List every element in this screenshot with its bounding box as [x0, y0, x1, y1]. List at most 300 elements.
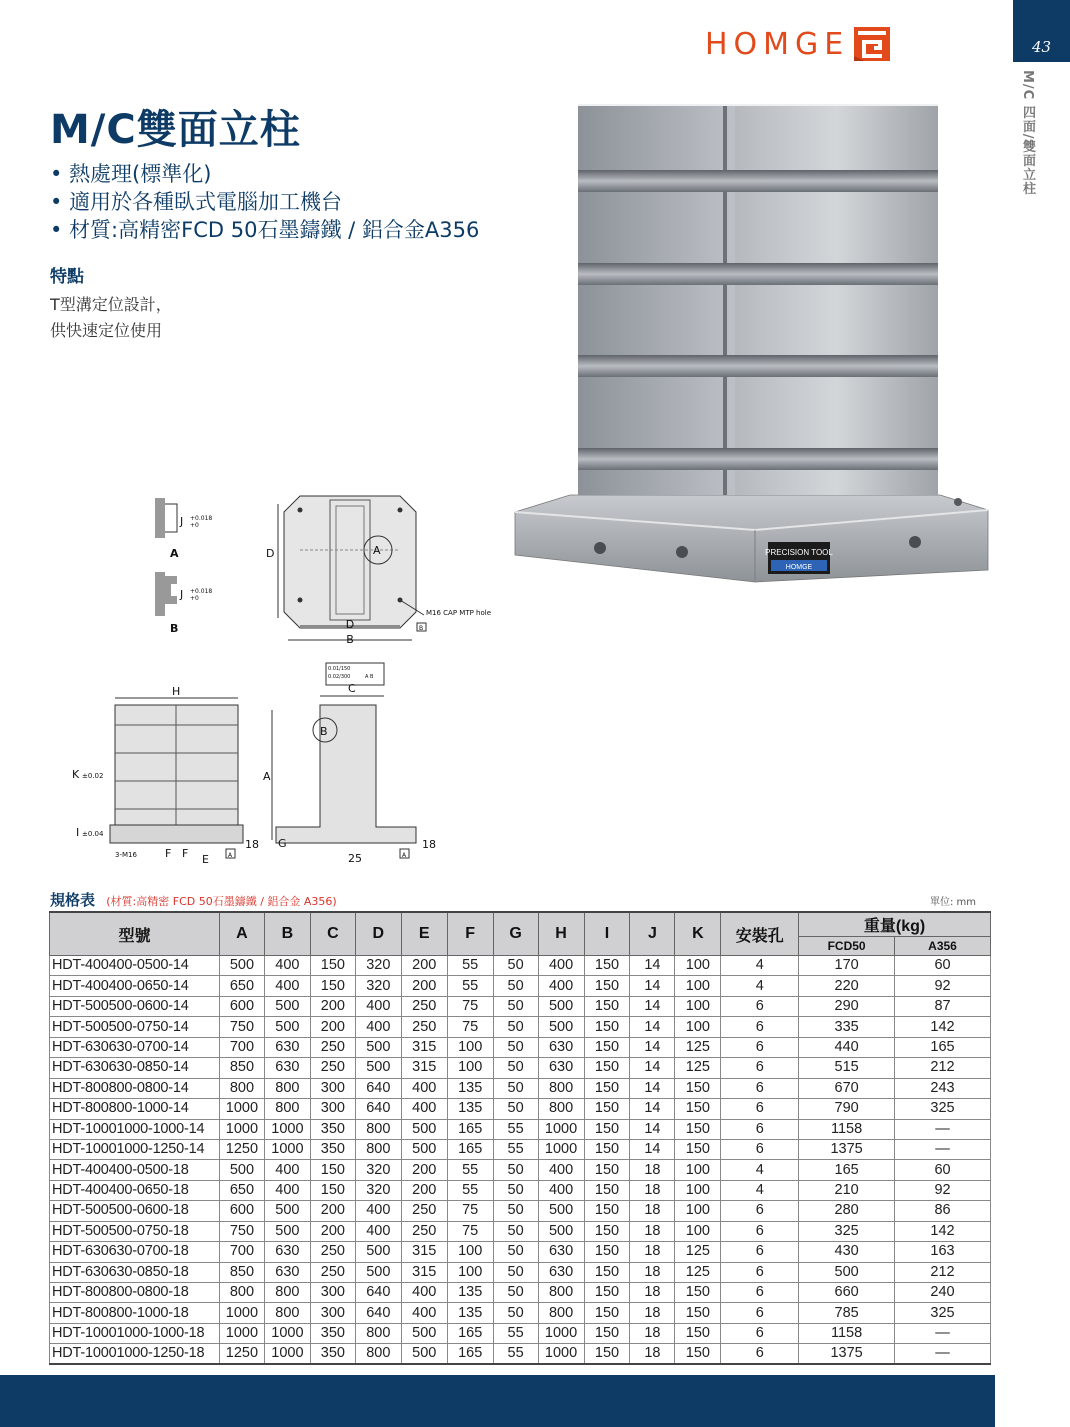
- table-cell: 500: [401, 1323, 447, 1343]
- j-tolerance-top: +0.018: [190, 588, 213, 595]
- table-row: [50, 1262, 991, 1282]
- table-cell: 350: [310, 1344, 355, 1365]
- table-cell: 142: [895, 1017, 991, 1037]
- table-cell: 6: [721, 1099, 799, 1119]
- plate-label-1: PRECISION TOOL: [765, 548, 833, 557]
- table-cell: 75: [447, 1017, 493, 1037]
- table-cell: 14: [630, 956, 675, 976]
- table-cell: 163: [895, 1242, 991, 1262]
- brand-mark-icon: [853, 26, 891, 62]
- table-cell: 18: [630, 1283, 675, 1303]
- table-cell: 150: [584, 1119, 630, 1139]
- table-cell: 165: [447, 1119, 493, 1139]
- table-cell: 640: [355, 1078, 401, 1098]
- table-cell: 250: [310, 1037, 355, 1057]
- table-cell: 100: [675, 1201, 721, 1221]
- table-cell: 600: [219, 1201, 264, 1221]
- col-header-g: G: [493, 912, 538, 956]
- table-cell: 440: [799, 1037, 895, 1057]
- table-row: [50, 1139, 991, 1159]
- model-cell: HDT-800800-0800-14: [50, 1078, 220, 1098]
- brand-name: HOMGE: [705, 26, 850, 62]
- table-cell: 630: [264, 1058, 310, 1078]
- table-cell: 630: [538, 1262, 584, 1282]
- table-cell: —: [895, 1323, 991, 1343]
- table-cell: 350: [310, 1119, 355, 1139]
- table-cell: 325: [895, 1099, 991, 1119]
- col-header-b: B: [264, 912, 310, 956]
- table-cell: 50: [493, 956, 538, 976]
- table-cell: 55: [493, 1119, 538, 1139]
- table-cell: 300: [310, 1283, 355, 1303]
- table-cell: 700: [219, 1242, 264, 1262]
- col-header-e: E: [401, 912, 447, 956]
- table-cell: 6: [721, 1139, 799, 1159]
- table-cell: 4: [721, 956, 799, 976]
- table-cell: 350: [310, 1139, 355, 1159]
- table-cell: 400: [355, 1221, 401, 1241]
- table-cell: 60: [895, 1160, 991, 1180]
- table-cell: 18: [630, 1160, 675, 1180]
- table-cell: 750: [219, 1017, 264, 1037]
- table-row: [50, 1037, 991, 1057]
- table-cell: 400: [538, 976, 584, 996]
- table-cell: 100: [675, 976, 721, 996]
- page-number: 43: [1031, 38, 1052, 56]
- model-cell: HDT-500500-0600-14: [50, 996, 220, 1016]
- table-cell: 150: [310, 956, 355, 976]
- table-cell: 92: [895, 976, 991, 996]
- table-cell: 150: [584, 1303, 630, 1323]
- model-cell: HDT-800800-1000-14: [50, 1099, 220, 1119]
- table-cell: 150: [584, 1099, 630, 1119]
- detail-b-callout: B: [320, 725, 328, 738]
- table-cell: 100: [675, 1017, 721, 1037]
- model-cell: HDT-500500-0600-18: [50, 1201, 220, 1221]
- table-cell: 150: [310, 1180, 355, 1200]
- table-cell: 640: [355, 1303, 401, 1323]
- table-cell: 6: [721, 1221, 799, 1241]
- table-cell: 100: [675, 1160, 721, 1180]
- feature-bullets: [50, 160, 479, 244]
- table-row: [50, 956, 991, 976]
- bullet-item: • 適用於各種臥式電腦加工機台: [50, 188, 479, 216]
- table-cell: 6: [721, 1078, 799, 1098]
- table-cell: 50: [493, 1242, 538, 1262]
- table-cell: 50: [493, 1099, 538, 1119]
- features-line: 供快速定位使用: [50, 321, 163, 340]
- dim-25-label: 25: [348, 852, 362, 865]
- table-cell: 150: [584, 1180, 630, 1200]
- table-cell: 250: [401, 1017, 447, 1037]
- table-cell: 50: [493, 1262, 538, 1282]
- side-tab: [1013, 0, 1070, 1427]
- table-cell: 800: [538, 1283, 584, 1303]
- model-cell: HDT-10001000-1250-18: [50, 1344, 220, 1365]
- model-cell: HDT-630630-0700-18: [50, 1242, 220, 1262]
- model-cell: HDT-630630-0700-14: [50, 1037, 220, 1057]
- table-cell: 50: [493, 1017, 538, 1037]
- table-cell: 4: [721, 1180, 799, 1200]
- table-cell: 200: [401, 976, 447, 996]
- table-cell: 1000: [264, 1344, 310, 1365]
- table-cell: 500: [355, 1037, 401, 1057]
- table-row: [50, 1221, 991, 1241]
- table-cell: 150: [584, 1201, 630, 1221]
- table-cell: 150: [584, 1344, 630, 1365]
- ref-a-box: A: [402, 852, 407, 859]
- table-cell: 75: [447, 1201, 493, 1221]
- table-cell: 150: [584, 1262, 630, 1282]
- section-title: M/C 四面/雙面立柱: [1020, 70, 1035, 196]
- model-cell: HDT-800800-0800-18: [50, 1283, 220, 1303]
- col-header-a: A: [219, 912, 264, 956]
- table-cell: 500: [401, 1119, 447, 1139]
- table-cell: 210: [799, 1180, 895, 1200]
- table-cell: 320: [355, 956, 401, 976]
- table-cell: 325: [895, 1303, 991, 1323]
- table-cell: 650: [219, 976, 264, 996]
- dim-h-label: H: [172, 685, 181, 698]
- table-cell: 60: [895, 956, 991, 976]
- table-cell: —: [895, 1139, 991, 1159]
- bullet-item: • 熱處理(標準化): [50, 160, 479, 188]
- table-cell: 630: [538, 1058, 584, 1078]
- table-cell: 6: [721, 1283, 799, 1303]
- spec-material-note: (材質:高精密 FCD 50石墨鑄鐵 / 鋁合金 A356): [106, 895, 337, 908]
- table-cell: 315: [401, 1037, 447, 1057]
- ref-a-box: A: [228, 852, 233, 859]
- col-header-h: H: [538, 912, 584, 956]
- table-cell: 50: [493, 1201, 538, 1221]
- table-cell: 6: [721, 1323, 799, 1343]
- table-cell: 500: [799, 1262, 895, 1282]
- table-cell: 150: [310, 976, 355, 996]
- table-cell: 125: [675, 1262, 721, 1282]
- table-cell: 430: [799, 1242, 895, 1262]
- table-cell: 515: [799, 1058, 895, 1078]
- table-cell: —: [895, 1119, 991, 1139]
- table-cell: 220: [799, 976, 895, 996]
- table-cell: 1158: [799, 1119, 895, 1139]
- table-cell: 14: [630, 1139, 675, 1159]
- table-cell: 150: [584, 1323, 630, 1343]
- dim-b-label: B: [346, 633, 354, 646]
- table-cell: 320: [355, 1180, 401, 1200]
- table-cell: 135: [447, 1078, 493, 1098]
- table-cell: 500: [355, 1242, 401, 1262]
- table-cell: 18: [630, 1242, 675, 1262]
- table-cell: 150: [675, 1119, 721, 1139]
- table-cell: 50: [493, 1283, 538, 1303]
- table-cell: 250: [310, 1058, 355, 1078]
- table-cell: 150: [584, 956, 630, 976]
- table-cell: 55: [493, 1139, 538, 1159]
- table-cell: 1000: [219, 1119, 264, 1139]
- table-cell: 800: [355, 1119, 401, 1139]
- table-cell: 18: [630, 1221, 675, 1241]
- table-cell: 1000: [264, 1119, 310, 1139]
- table-cell: 800: [355, 1344, 401, 1365]
- table-cell: 280: [799, 1201, 895, 1221]
- table-cell: 6: [721, 1344, 799, 1365]
- table-cell: 325: [799, 1221, 895, 1241]
- table-cell: 18: [630, 1344, 675, 1365]
- model-cell: HDT-10001000-1250-14: [50, 1139, 220, 1159]
- table-cell: 320: [355, 1160, 401, 1180]
- features-heading: 特點: [50, 267, 84, 287]
- k-tolerance: ±0.02: [82, 772, 104, 780]
- model-cell: HDT-400400-0500-18: [50, 1160, 220, 1180]
- table-cell: 14: [630, 1119, 675, 1139]
- dim-18-left: 18: [245, 838, 259, 851]
- table-cell: 100: [675, 1221, 721, 1241]
- col-header-fcd50: FCD50: [799, 937, 895, 956]
- table-cell: 500: [219, 1160, 264, 1180]
- table-cell: 800: [538, 1099, 584, 1119]
- table-cell: 150: [584, 1283, 630, 1303]
- table-row: [50, 1283, 991, 1303]
- m16-note: 3-M16: [115, 851, 137, 859]
- model-cell: HDT-10001000-1000-14: [50, 1119, 220, 1139]
- table-cell: 87: [895, 996, 991, 1016]
- table-cell: 50: [493, 1303, 538, 1323]
- table-cell: 4: [721, 976, 799, 996]
- dim-a-label: A: [263, 770, 271, 783]
- table-cell: 800: [538, 1078, 584, 1098]
- table-cell: 1000: [219, 1323, 264, 1343]
- mtp-hole-note: M16 CAP MTP hole: [426, 609, 492, 617]
- col-header-i: I: [584, 912, 630, 956]
- table-cell: 500: [401, 1139, 447, 1159]
- table-cell: 212: [895, 1058, 991, 1078]
- dim-i-label: I: [76, 826, 80, 839]
- table-cell: 1000: [538, 1344, 584, 1365]
- table-cell: 150: [675, 1099, 721, 1119]
- table-cell: 400: [538, 956, 584, 976]
- table-cell: 630: [264, 1037, 310, 1057]
- flatness-1: 0.01/150: [328, 666, 351, 672]
- table-cell: 6: [721, 1037, 799, 1057]
- table-cell: 100: [675, 996, 721, 1016]
- table-cell: 6: [721, 1242, 799, 1262]
- table-cell: 18: [630, 1303, 675, 1323]
- table-cell: 150: [584, 1139, 630, 1159]
- table-cell: 14: [630, 996, 675, 1016]
- table-cell: 100: [447, 1262, 493, 1282]
- footer-bar: [0, 1375, 995, 1427]
- table-cell: 250: [401, 1201, 447, 1221]
- table-cell: 240: [895, 1283, 991, 1303]
- table-row: [50, 1058, 991, 1078]
- table-cell: 86: [895, 1201, 991, 1221]
- table-cell: 150: [584, 1221, 630, 1241]
- table-cell: 165: [447, 1344, 493, 1365]
- dim-g-label: G: [278, 837, 287, 850]
- table-cell: 170: [799, 956, 895, 976]
- table-cell: 6: [721, 1303, 799, 1323]
- table-cell: 400: [401, 1078, 447, 1098]
- table-cell: 500: [264, 996, 310, 1016]
- table-cell: 500: [264, 1221, 310, 1241]
- table-cell: 14: [630, 1078, 675, 1098]
- table-cell: 630: [264, 1242, 310, 1262]
- table-row: [50, 1099, 991, 1119]
- table-cell: 165: [799, 1160, 895, 1180]
- table-cell: 14: [630, 1099, 675, 1119]
- i-tolerance: ±0.04: [82, 830, 104, 838]
- model-cell: HDT-10001000-1000-18: [50, 1323, 220, 1343]
- dim-f-label: F: [182, 847, 189, 860]
- model-cell: HDT-400400-0650-18: [50, 1180, 220, 1200]
- table-cell: 150: [310, 1160, 355, 1180]
- table-cell: 750: [219, 1221, 264, 1241]
- table-cell: 150: [675, 1344, 721, 1365]
- brand-logo: [705, 26, 891, 62]
- table-cell: 1000: [264, 1323, 310, 1343]
- table-cell: 640: [355, 1283, 401, 1303]
- model-cell: HDT-400400-0500-14: [50, 956, 220, 976]
- table-cell: 400: [264, 1180, 310, 1200]
- table-cell: 50: [493, 1037, 538, 1057]
- table-cell: 6: [721, 1119, 799, 1139]
- table-cell: 800: [219, 1283, 264, 1303]
- table-cell: 92: [895, 1180, 991, 1200]
- table-cell: 100: [447, 1037, 493, 1057]
- table-cell: 1000: [264, 1139, 310, 1159]
- table-cell: 400: [538, 1180, 584, 1200]
- table-cell: 1250: [219, 1139, 264, 1159]
- table-cell: 125: [675, 1242, 721, 1262]
- table-cell: 1375: [799, 1344, 895, 1365]
- table-row: [50, 1201, 991, 1221]
- table-cell: 500: [401, 1344, 447, 1365]
- table-row: [50, 976, 991, 996]
- table-cell: 212: [895, 1262, 991, 1282]
- table-cell: 850: [219, 1058, 264, 1078]
- detail-b-label: B: [170, 622, 179, 635]
- table-cell: 1000: [538, 1139, 584, 1159]
- table-cell: 55: [493, 1344, 538, 1365]
- table-cell: 14: [630, 1037, 675, 1057]
- table-cell: 300: [310, 1078, 355, 1098]
- table-cell: 320: [355, 976, 401, 996]
- table-cell: 165: [447, 1139, 493, 1159]
- table-cell: 150: [675, 1078, 721, 1098]
- table-cell: 300: [310, 1099, 355, 1119]
- table-cell: 800: [264, 1078, 310, 1098]
- table-cell: 400: [538, 1160, 584, 1180]
- table-cell: 800: [219, 1078, 264, 1098]
- detail-a-label: A: [170, 547, 179, 560]
- table-cell: 250: [310, 1242, 355, 1262]
- table-cell: 660: [799, 1283, 895, 1303]
- table-cell: 200: [310, 996, 355, 1016]
- table-cell: 18: [630, 1262, 675, 1282]
- table-row: [50, 1119, 991, 1139]
- spec-heading: [50, 889, 337, 910]
- table-cell: 165: [447, 1323, 493, 1343]
- table-cell: 800: [355, 1139, 401, 1159]
- table-cell: 4: [721, 1160, 799, 1180]
- table-cell: 150: [584, 976, 630, 996]
- table-cell: 200: [310, 1201, 355, 1221]
- table-cell: 55: [447, 1180, 493, 1200]
- table-cell: 1000: [219, 1303, 264, 1323]
- table-cell: 150: [584, 1017, 630, 1037]
- table-cell: 630: [538, 1242, 584, 1262]
- table-cell: 200: [401, 1160, 447, 1180]
- table-cell: 55: [447, 956, 493, 976]
- table-cell: 335: [799, 1017, 895, 1037]
- dim-d-label: D: [266, 547, 275, 560]
- table-cell: 18: [630, 1323, 675, 1343]
- table-cell: 500: [355, 1058, 401, 1078]
- table-cell: 1000: [538, 1119, 584, 1139]
- table-cell: 400: [401, 1283, 447, 1303]
- j-tolerance-bottom: +0: [190, 522, 199, 529]
- table-cell: 55: [493, 1323, 538, 1343]
- col-header-a356: A356: [895, 937, 991, 956]
- table-cell: 6: [721, 1201, 799, 1221]
- table-cell: 1375: [799, 1139, 895, 1159]
- col-header-mount-holes: 安裝孔: [721, 912, 799, 956]
- ref-b-box: B: [419, 625, 424, 632]
- table-cell: 500: [538, 1221, 584, 1241]
- spec-title: 規格表: [50, 891, 96, 909]
- flatness-ref: A B: [365, 674, 374, 680]
- table-cell: 650: [219, 1180, 264, 1200]
- col-header-j: J: [630, 912, 675, 956]
- table-cell: 200: [310, 1221, 355, 1241]
- table-cell: 500: [264, 1201, 310, 1221]
- table-cell: 670: [799, 1078, 895, 1098]
- table-cell: 14: [630, 976, 675, 996]
- j-tolerance-bottom: +0: [190, 595, 199, 602]
- dim-j-label: J: [180, 588, 184, 601]
- table-cell: 50: [493, 1221, 538, 1241]
- model-cell: HDT-630630-0850-14: [50, 1058, 220, 1078]
- table-cell: 50: [493, 1180, 538, 1200]
- dim-j-label: J: [180, 515, 184, 528]
- table-cell: 243: [895, 1078, 991, 1098]
- j-tolerance-top: +0.018: [190, 515, 213, 522]
- technical-drawing: [60, 490, 520, 880]
- table-cell: 100: [675, 956, 721, 976]
- dim-e-label: E: [202, 853, 209, 866]
- table-cell: 350: [310, 1323, 355, 1343]
- table-cell: 400: [401, 1099, 447, 1119]
- table-cell: 1250: [219, 1344, 264, 1365]
- table-cell: 50: [493, 976, 538, 996]
- table-cell: 850: [219, 1262, 264, 1282]
- table-cell: —: [895, 1344, 991, 1365]
- table-cell: 125: [675, 1058, 721, 1078]
- features-text: [50, 292, 172, 344]
- col-header-model: 型號: [50, 912, 220, 956]
- table-cell: 290: [799, 996, 895, 1016]
- product-image: [510, 100, 994, 590]
- table-row: [50, 1242, 991, 1262]
- model-cell: HDT-400400-0650-14: [50, 976, 220, 996]
- table-cell: 55: [447, 976, 493, 996]
- table-cell: 250: [310, 1262, 355, 1282]
- table-cell: 150: [675, 1139, 721, 1159]
- table-cell: 6: [721, 996, 799, 1016]
- spec-table: [49, 911, 991, 1365]
- table-cell: 500: [538, 1201, 584, 1221]
- dim-k-label: K: [72, 768, 80, 781]
